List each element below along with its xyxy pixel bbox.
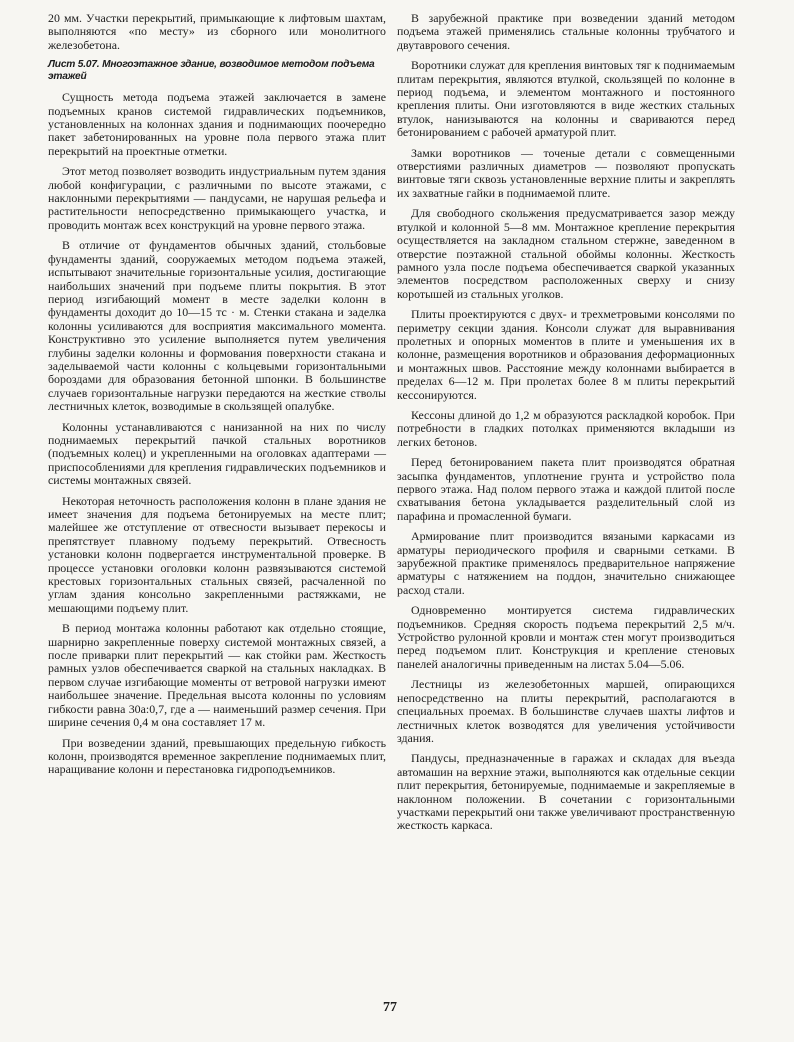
paragraph: Этот метод позволяет возводить индустриальным путем здания любой конфигурации, с различными по высоте этажами, с наклонными перекрытиями — пандусами, не нарушая рельефа и растительности непосредственно примыкающего участка, и проводить монтаж всех конструкций на уровне первого этажа.: [48, 164, 386, 232]
paragraph: Плиты проектируются с двух- и трехметровыми консолями по периметру секции здания. Консоли служат для выравнивания пролетных и опорных моментов в плите и уменьшения их в колонне, размещения воротников и образования деформационных и монтажных швов. Расстояние между колоннами выбирается в пределах 6—12 м. При пролетах более 8 м плиты перекрытий кессонируются.: [397, 307, 735, 402]
left-column: [48, 12, 386, 784]
paragraph: Одновременно монтируется система гидравлических подъемников. Средняя скорость подъема перекрытий 2,5 м/ч. Устройство рулонной кровли и монтаж стен могут производиться перед подъемом плит. Конструкция и крепление стеновых панелей аналогичны приведенным на листах 5.04—5.06.: [397, 603, 735, 671]
intro-paragraph: 20 мм. Участки перекрытий, примыкающие к лифтовым шахтам, выполняются «по месту» из сборного или монолитного железобетона.: [48, 11, 386, 52]
paragraph: Сущность метода подъема этажей заключается в замене подъемных кранов системой гидравлических подъемников, установленных на колоннах здания и поднимающих поочередно пакет забетонированных на уровне пола первого этажа плит перекрытий на проектные отметки.: [48, 90, 386, 158]
paragraph: В отличие от фундаментов обычных зданий, стольбовые фундаменты зданий, сооружаемых методом подъема этажей, испытывают значительные горизонтальные усилия, достигающие наибольших значений при подъеме плиты покрытия. В этот период изгибающий момент в месте заделки колонн в фундаменты доходит до 10—15 тс · м. Стенки стакана и заделка колонны усиливаются для восприятия максимального момента. Конструктивно это усиление выполняется путем увеличения глубины заделки колонны и формования поверхности стакана и заделываемой части колонны с кольцевыми горизонтальными бороздами для образования бетонной шпонки. В большинстве случаев горизонтальные нагрузки передаются на жесткие стволы лестничных клеток, возводимые в скользящей опалубке.: [48, 238, 386, 414]
paragraph: Лестницы из железобетонных маршей, опирающихся непосредственно на плиты перекрытий, располагаются в специальных проемах. В большинстве случаев шахты лифтов и лестничных клеток возводятся для увеличения устойчивости здания.: [397, 677, 735, 745]
paragraph: Некоторая неточность расположения колонн в плане здания не имеет значения для подъема бетонируемых на месте плит; малейшее же отступление от отвесности вызывает перекосы и препятствует плавному подъему перекрытий. Отвесность установки колонн подвергается инструментальной проверке. В процессе установки оголовки колонн развязываются системой крестовых горизонтальных стальных связей, расчаленной по углам здания консольно закрепленными растяжками, не мешающими подъему плит.: [48, 493, 386, 615]
page-number: 77: [383, 1000, 397, 1015]
paragraph: В период монтажа колонны работают как отдельно стоящие, шарнирно закрепленные поверху системой монтажных связей, а после приварки плит перекрытий — как стойки рам. Жесткость рамных узлов обеспечивается сваркой на стальных накладках. В первом случае изгибающие моменты от ветровой нагрузки имеют наибольшее значение. Предельная высота колонны по условиям гибкости равна 30a:0,7, где a — наименьший размер сечения. При ширине сечения 0,4 м она составляет 17 м.: [48, 621, 386, 730]
paragraph: Для свободного скольжения предусматривается зазор между втулкой и колонной 5—8 мм. Монтажное крепление перекрытия осуществляется на закладном стальном стержне, заведенном в отверстие поэтажной стальной обоймы колонны. Жесткость рамного узла после подъема обеспечивается сваркой указанных элементов посредством расположенных сверху и снизу коротышей из стальных уголков.: [397, 206, 735, 301]
right-column: [397, 12, 735, 840]
paragraph: При возведении зданий, превышающих предельную гибкость колонн, производятся временное закрепление поднимаемых плит, наращивание колонн и перестановка гидроподъемников.: [48, 735, 386, 777]
paragraph: Колонны устанавливаются с нанизанной на них по числу поднимаемых перекрытий пачкой стальных воротников (подъемных колец) и укрепленными на оголовках адаптерами — приспособлениями для крепления гидравлических подъемников и системы монтажных связей.: [48, 419, 386, 488]
paragraph: Армирование плит производится вязаными каркасами из арматуры периодического профиля и сварными сетками. В зарубежной практике применялось предварительное напряжение арматуры с натяжением на поддон, значительно снижающее расход стали.: [397, 529, 735, 597]
paragraph: Пандусы, предназначенные в гаражах и складах для въезда автомашин на верхние этажи, выполняются как отдельные секции плит перекрытия, бетонируемые, поднимаемые и закрепляемые в наклонном положении. В сочетании с горизонтальными участками перекрытий они также увеличивают пространственную жесткость каркаса.: [397, 751, 735, 833]
sheet-heading: Лист 5.07. Многоэтажное здание, возводимое методом подъема этажей: [48, 59, 375, 82]
paragraph: В зарубежной практике при возведении зданий методом подъема этажей применялись стальные колонны трубчатого и двутаврового сечения.: [397, 11, 735, 52]
paragraph: Воротники служат для крепления винтовых тяг к поднимаемым плитам перекрытия, являются втулкой, скользящей по колонне в период подъема, и элементом монтажного и постоянного крепления плиты. Они изготовляются в виде жестких стальных втулок, нанизываются на колонны и свариваются перед бетонированием с рабочей арматурой плит.: [397, 58, 735, 140]
paragraph: Кессоны длиной до 1,2 м образуются раскладкой коробок. При потребности в гладких потолках применяются вкладыши из легких бетонов.: [397, 407, 735, 449]
paragraph: Перед бетонированием пакета плит производятся обратная засыпка фундаментов, уплотнение грунта и устройство пола первого этажа. Над полом первого этажа и каждой плитой после схватывания бетона укладывается разделительный слой из парафина и промасленной бумаги.: [397, 455, 735, 523]
paragraph: Замки воротников — точеные детали с совмещенными отверстиями различных диаметров — позволяют пропускать винтовые тяги сквозь установленные верхние плиты и закреплять их захватные гайки в поднимаемой плите.: [397, 145, 735, 200]
